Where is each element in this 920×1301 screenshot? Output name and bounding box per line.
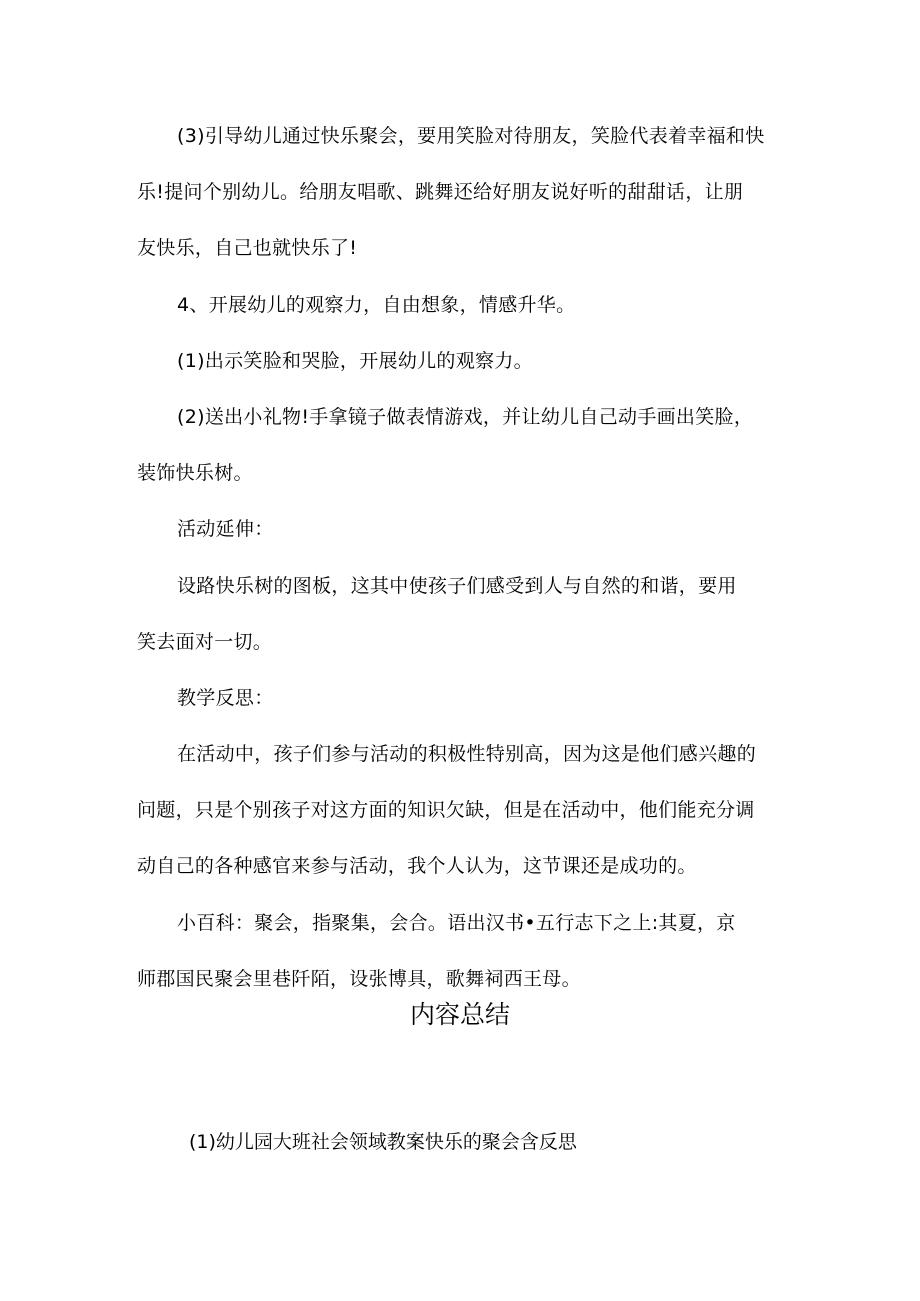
- paragraph-line: 师郡国民聚会里巷阡陌，设张博具，歌舞祠西王母。: [137, 968, 581, 990]
- paragraph-line: (1)出示笑脸和哭脸，开展幼儿的观察力。: [177, 350, 533, 372]
- paragraph-line: 问题，只是个别孩子对这方面的知识欠缺，但是在活动中，他们能充分调: [137, 799, 755, 821]
- summary-title: 内容总结: [409, 1000, 510, 1029]
- paragraph-line: 装饰快乐树。: [137, 462, 253, 484]
- paragraph-line: 在活动中，孩子们参与活动的积极性特别高，因为这是他们感兴趣的: [177, 743, 757, 765]
- paragraph-line: 乐!提问个别幼儿。给朋友唱歌、跳舞还给好朋友说好听的甜甜话，让朋: [137, 181, 744, 203]
- paragraph-line: (3)引导幼儿通过快乐聚会，要用笑脸对待朋友，笑脸代表着幸福和快: [177, 125, 765, 147]
- paragraph-line: 设路快乐树的图板，这其中使孩子们感受到人与自然的和谐，要用: [177, 575, 737, 597]
- summary-item: (1)幼儿园大班社会领域教案快乐的聚会含反思: [189, 1131, 577, 1153]
- paragraph-line: 4、开展幼儿的观察力，自由想象，情感升华。: [177, 294, 576, 316]
- paragraph-line: 小百科：聚会，指聚集，会合。语出汉书•五行志下之上:其夏，京: [177, 912, 736, 934]
- paragraph-line: 友快乐，自己也就快乐了!: [137, 237, 358, 259]
- section-heading: 活动延伸：: [177, 518, 274, 540]
- paragraph-line: 动自己的各种感官来参与活动，我个人认为，这节课还是成功的。: [137, 855, 697, 877]
- section-heading: 教学反思：: [177, 687, 274, 709]
- paragraph-line: 笑去面对一切。: [137, 631, 273, 653]
- paragraph-line: (2)送出小礼物!手拿镜子做表情游戏，并让幼儿自己动手画出笑脸，: [177, 406, 754, 428]
